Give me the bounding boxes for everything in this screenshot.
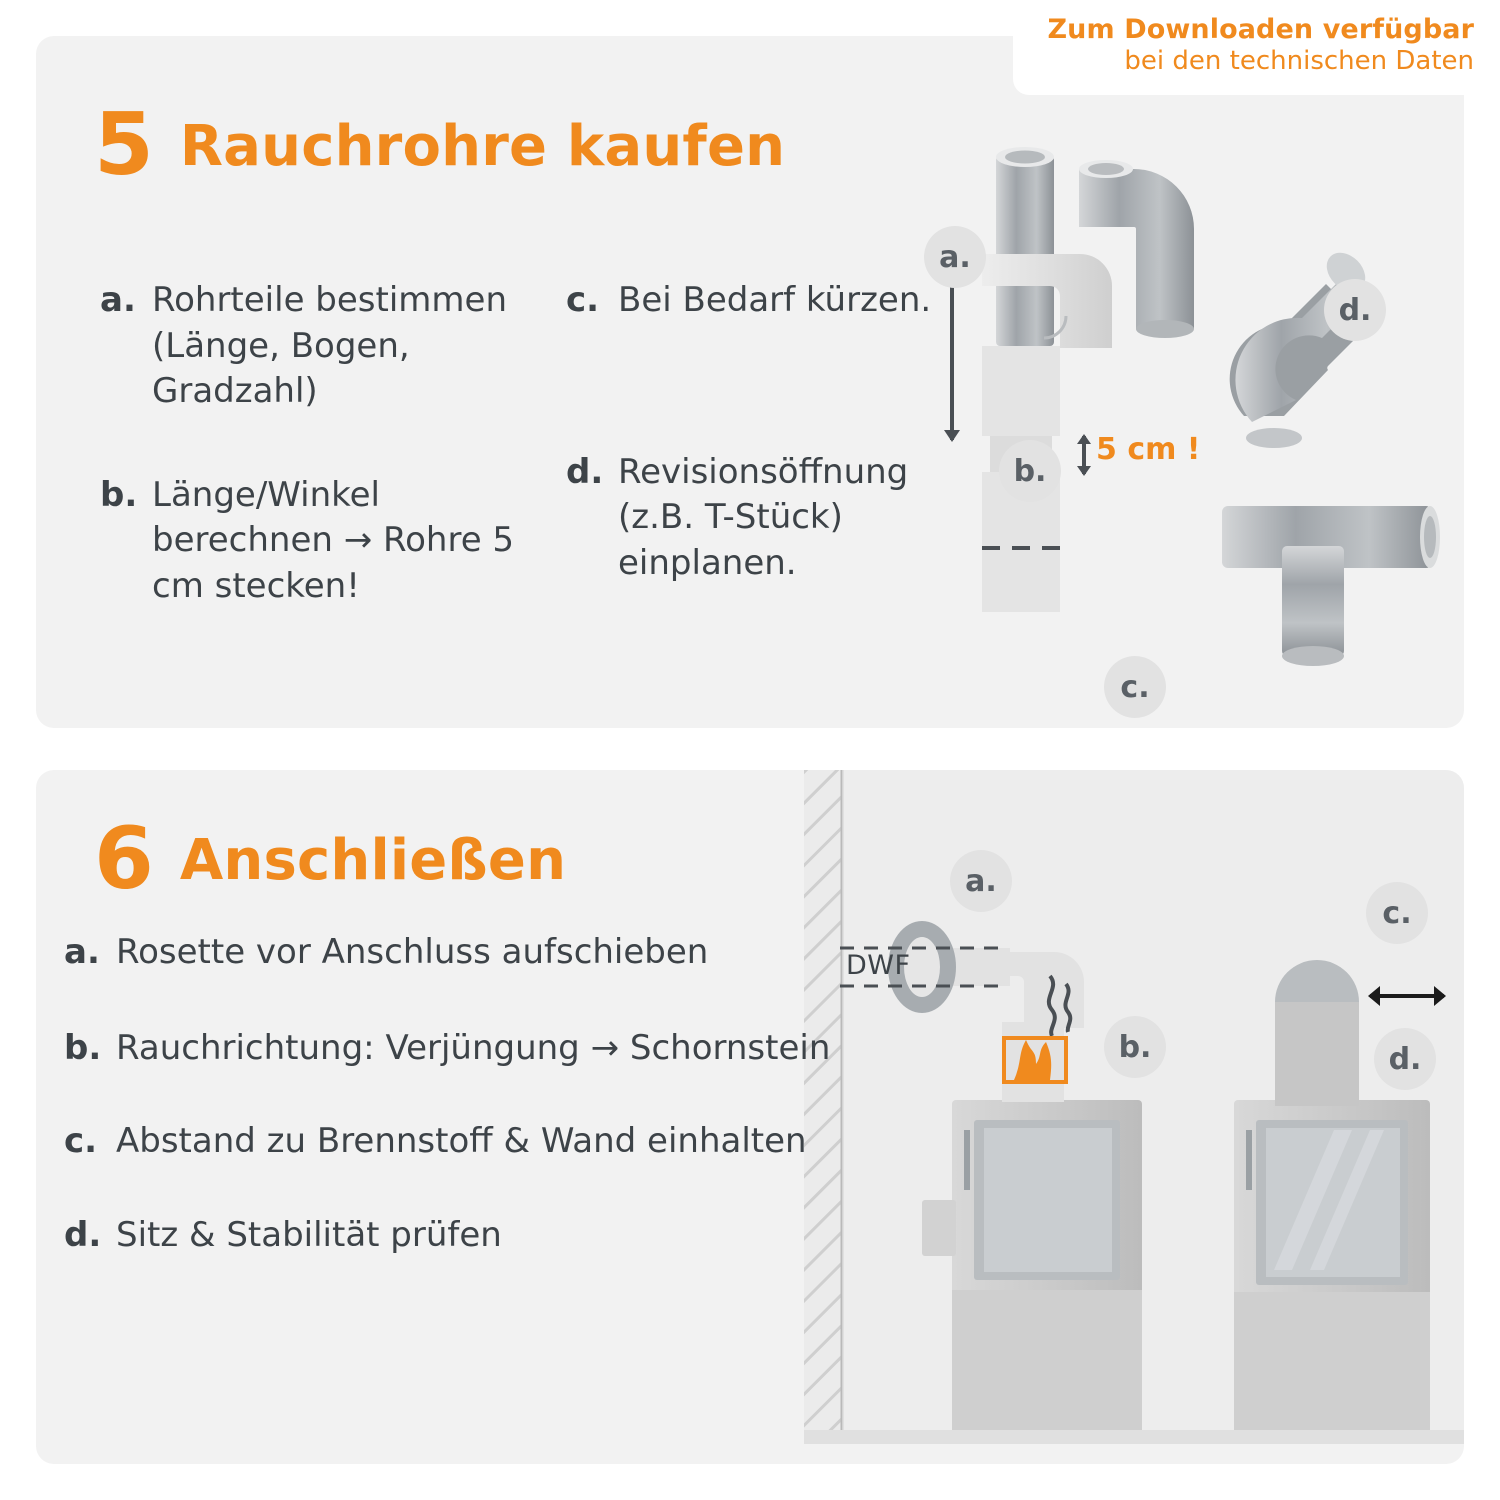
step-title-6: Anschließen bbox=[179, 828, 567, 893]
marker-a-pipes: a. bbox=[924, 226, 986, 288]
annotation-5cm: 5 cm ! bbox=[1096, 432, 1201, 467]
marker-c-pipes: c. bbox=[1104, 656, 1166, 718]
list-text: Bei Bedarf kürzen. bbox=[618, 280, 932, 320]
list-text: Länge/Winkel berechnen → Rohre 5 cm stecken! bbox=[152, 474, 515, 606]
card-6-items bbox=[64, 930, 854, 1298]
dwf-label: DWF bbox=[846, 950, 911, 981]
list-text: Revisionsöffnung (z.B. T-Stück) einplanen. bbox=[618, 451, 909, 583]
list-item bbox=[100, 278, 570, 415]
list-bullet: a. bbox=[64, 932, 100, 972]
list-item bbox=[566, 450, 986, 587]
marker-a-connection: a. bbox=[950, 850, 1012, 912]
card-5-items-right bbox=[566, 278, 986, 630]
list-item bbox=[64, 1026, 854, 1072]
step-title-5: Rauchrohre kaufen bbox=[179, 114, 786, 179]
card-6-header bbox=[94, 809, 567, 909]
step-number-6: 6 bbox=[94, 809, 154, 909]
marker-b-pipes: b. bbox=[999, 440, 1061, 502]
list-text: Sitz & Stabilität prüfen bbox=[116, 1214, 502, 1255]
list-bullet: c. bbox=[64, 1121, 98, 1162]
list-item bbox=[566, 278, 986, 324]
download-badge bbox=[1013, 0, 1500, 95]
list-item bbox=[64, 1119, 854, 1165]
marker-d-pipes: d. bbox=[1324, 279, 1386, 341]
illustration-connection bbox=[804, 770, 1464, 1464]
list-bullet: c. bbox=[566, 280, 600, 320]
list-bullet: d. bbox=[64, 1214, 102, 1255]
marker-c-connection: c. bbox=[1366, 882, 1428, 944]
marker-d-connection: d. bbox=[1374, 1028, 1436, 1090]
list-bullet: a. bbox=[100, 280, 136, 320]
list-text: Abstand zu Brennstoff & Wand einhalten bbox=[116, 1121, 807, 1162]
list-bullet: b. bbox=[100, 474, 138, 515]
download-badge-title: Zum Downloaden verfügbar bbox=[1047, 14, 1474, 45]
marker-b-connection: b. bbox=[1104, 1016, 1166, 1078]
list-bullet: d. bbox=[566, 451, 604, 492]
step-number-5: 5 bbox=[94, 95, 154, 195]
card-5-header bbox=[94, 95, 786, 195]
list-item bbox=[64, 930, 854, 976]
card-step-6 bbox=[36, 770, 1464, 1464]
illustration-pipes bbox=[904, 36, 1464, 728]
list-item bbox=[100, 473, 570, 610]
download-badge-subtitle: bei den technischen Daten bbox=[1124, 46, 1474, 77]
list-bullet: b. bbox=[64, 1027, 102, 1068]
list-text: Rauchrichtung: Verjüngung → Schornstein bbox=[116, 1027, 831, 1068]
list-text: Rosette vor Anschluss aufschieben bbox=[116, 932, 709, 972]
list-item bbox=[64, 1213, 854, 1259]
card-5-items-left bbox=[100, 278, 570, 653]
list-text: Rohrteile bestimmen (Länge, Bogen, Gradzahl) bbox=[152, 280, 507, 412]
card-step-5 bbox=[36, 36, 1464, 728]
pipes-drawing bbox=[904, 36, 1464, 728]
stoves-drawing bbox=[804, 770, 1464, 1464]
